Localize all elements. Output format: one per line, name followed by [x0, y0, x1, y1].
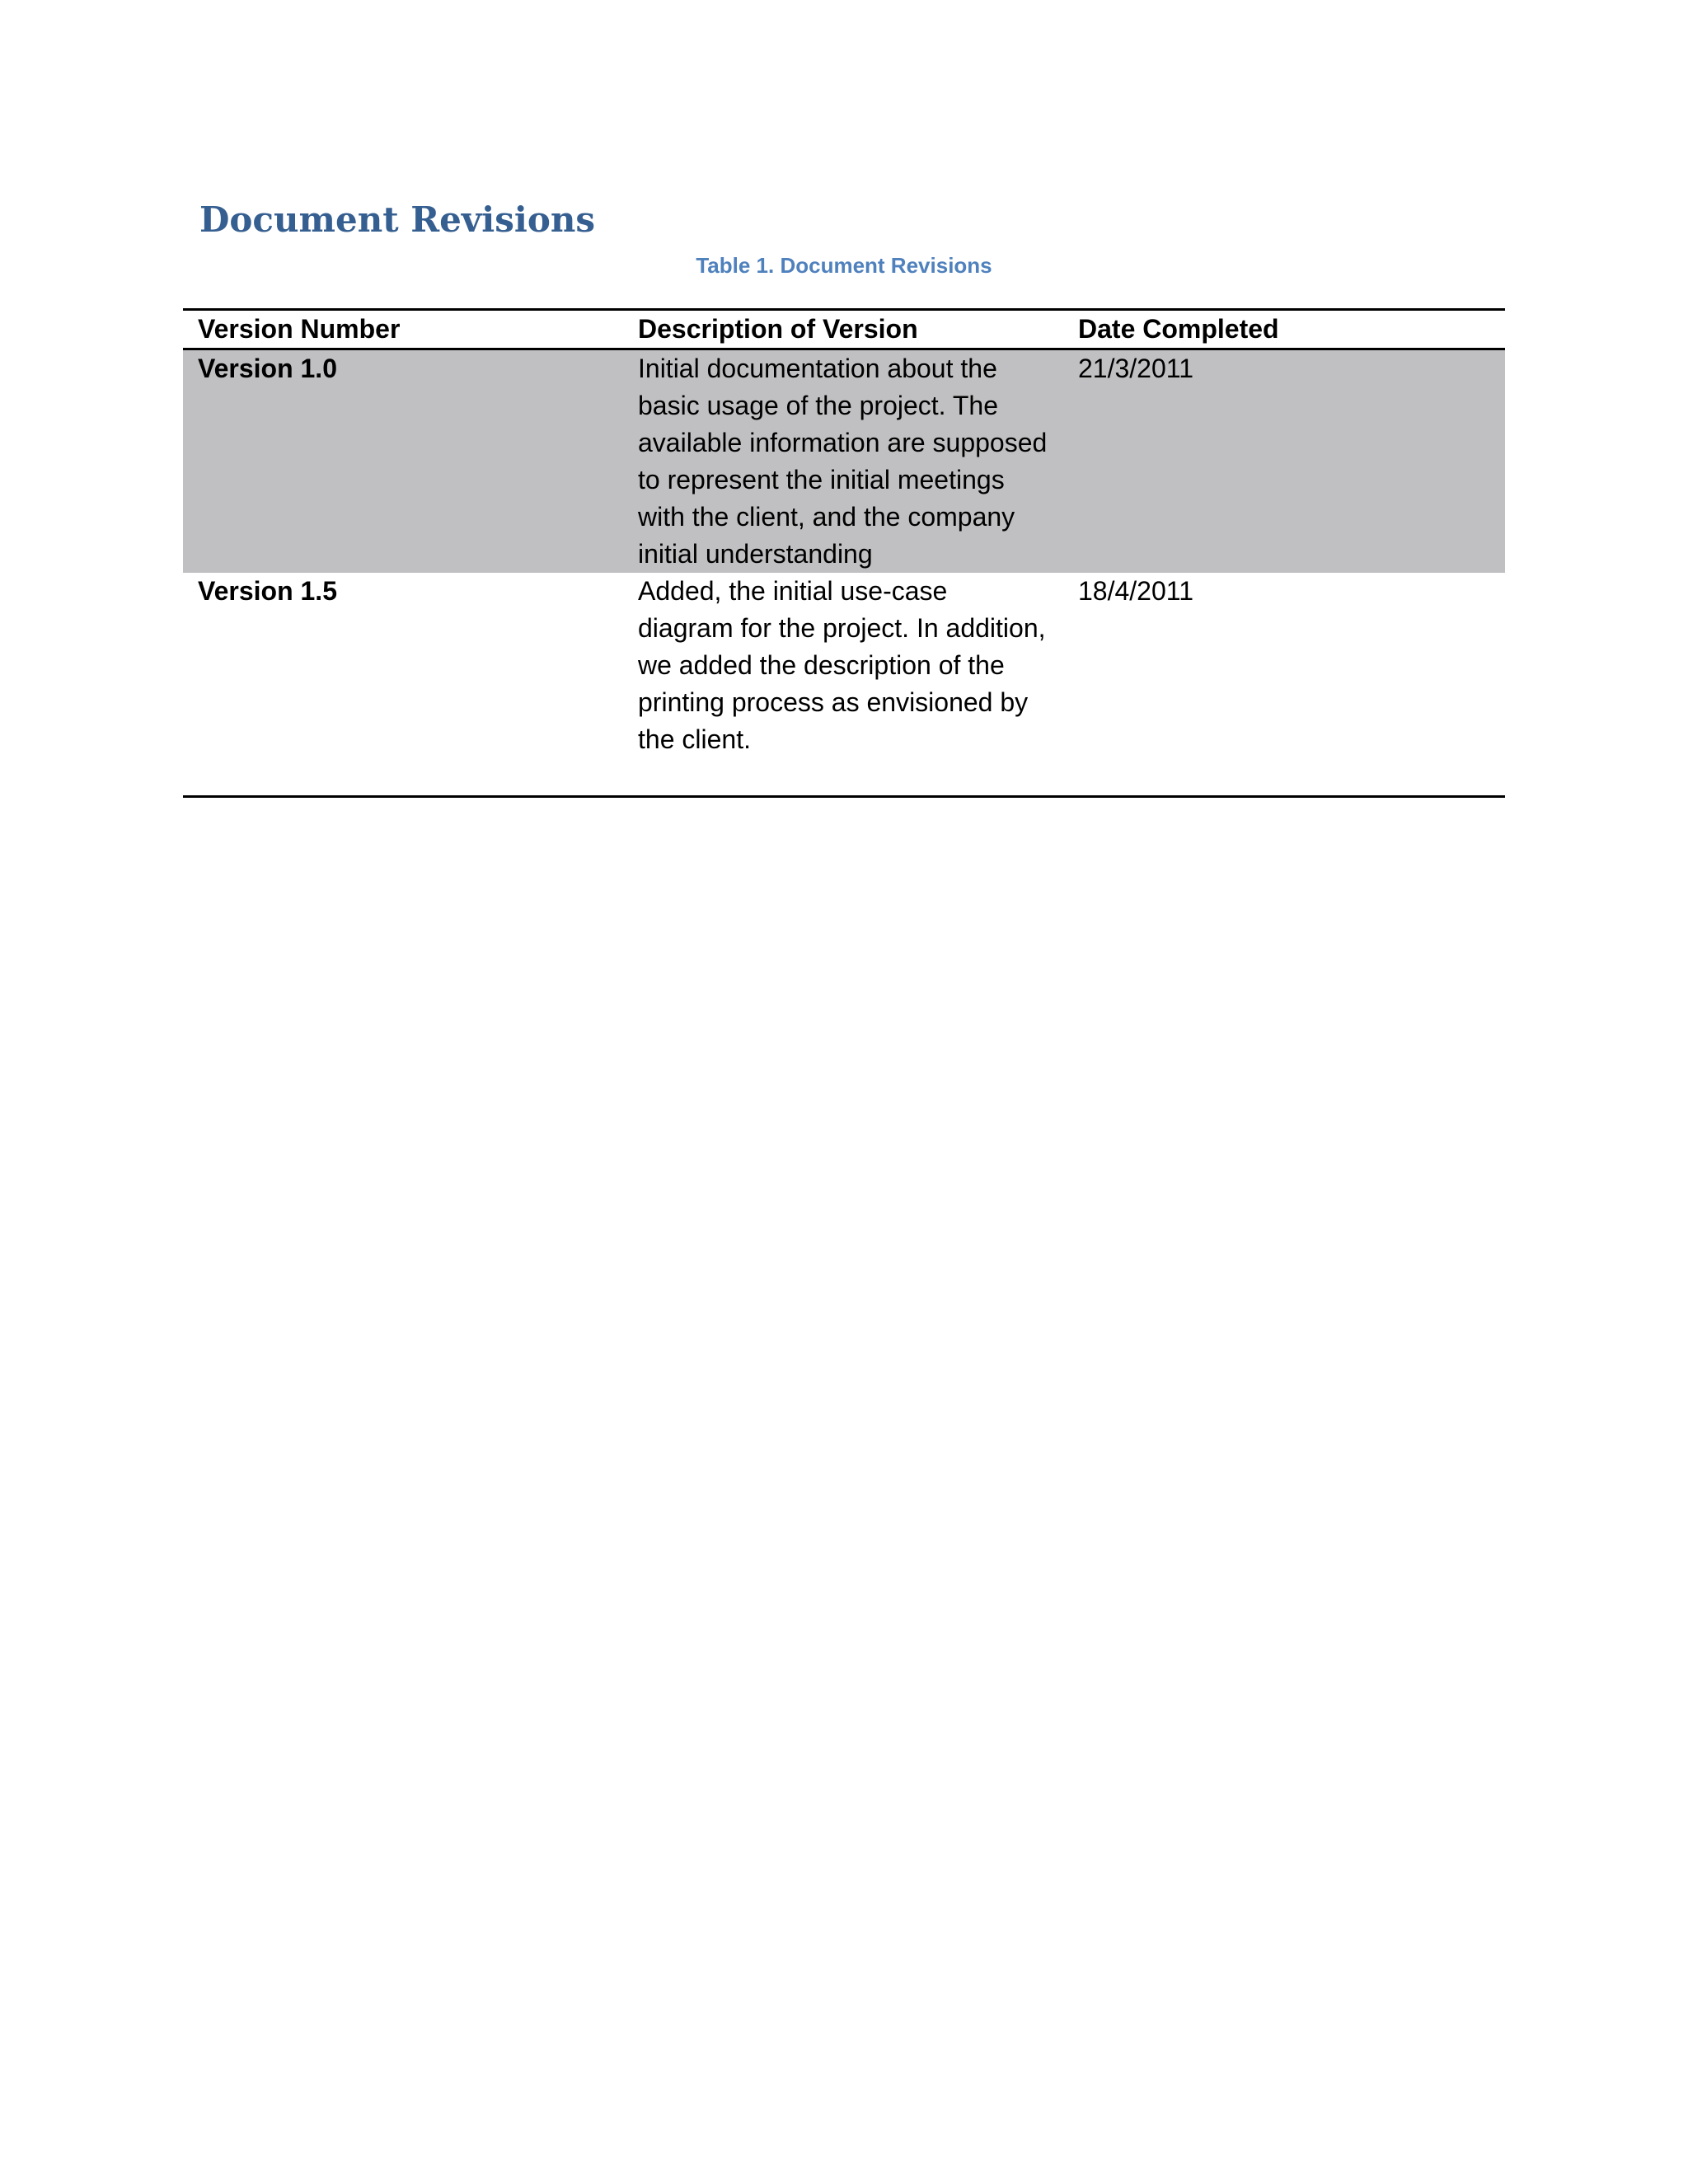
version-cell: Version 1.0 — [183, 349, 623, 574]
table-header-row — [183, 310, 1505, 349]
date-cell: 18/4/2011 — [1078, 576, 1193, 606]
column-header-date-completed: Date Completed — [1063, 310, 1505, 349]
description-cell: Initial documentation about the basic usage of the project. The available information are supposed to represent the initial meetings with the client, and the company initial understanding — [623, 349, 1063, 574]
table-caption: Table 1. Document Revisions — [696, 253, 992, 278]
revisions-table — [183, 308, 1505, 798]
version-cell: Version 1.5 — [198, 576, 337, 606]
description-cell: Added, the initial use-case diagram for the project. In addition, we added the description of the printing process as envisioned by the client. — [638, 576, 1046, 754]
page-title: Document Revisions — [199, 199, 596, 240]
column-header-version-number: Version Number — [183, 310, 623, 349]
date-cell: 21/3/2011 — [1063, 349, 1505, 574]
table-row — [183, 573, 1505, 797]
column-header-description: Description of Version — [623, 310, 1063, 349]
table-row — [183, 349, 1505, 574]
